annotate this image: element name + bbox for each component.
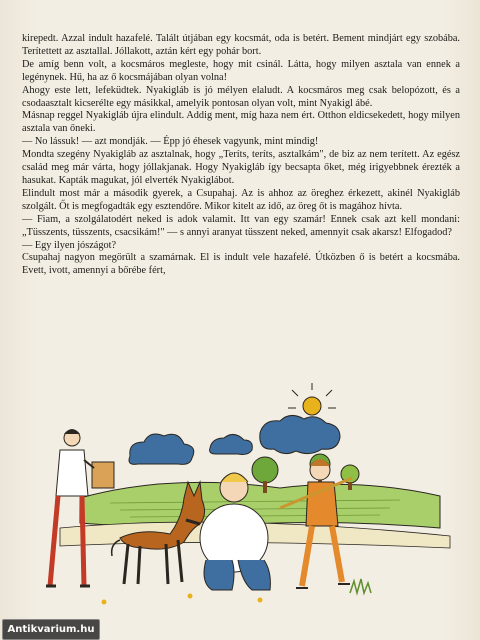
paragraph: kirepedt. Azzal indult hazafelé. Talált útjában egy kocsmát, oda is betért. Bement mindjárt egy szobába. Terítettett az asztallal. Jóllakott, aztán kért egy pohár bort. [22,33,460,57]
paragraph: Másnap reggel Nyakigláb újra elindult. Addig ment, míg haza nem ért. Otthon eldicsekedett, hogy milyen asztala van őneki. [22,110,460,135]
cloud-icon [129,415,340,464]
paragraph: Mondta szegény Nyakigláb az asztalnak, hogy „Teríts, teríts, asztalkám", de biz az nem terített. Az egész család meg már várta, hogy jóllakjanak. Hogy Nyakigláb így becsapta őket, még irigyebbnek érezték a hasukat. Kapták magukat, jól elverték Nyakiglábot. [22,149,460,186]
paragraph: De amíg benn volt, a kocsmáros megleste, hogy mit csinál. Látta, hogy milyen asztala van ennek a legénynek. Hű, ha az ő kocsmájában olyan volna! [22,58,460,83]
story-text [22,33,460,278]
sun-icon [288,383,336,415]
boy-with-stick [280,459,352,588]
paragraph: Elindult most már a második gyerek, a Csupahaj. Az is ahhoz az öreghez érkezett, akinél Nyakigláb szolgált. Őt is megfogadták egy esztendőre. Mikor kitelt az idő, az öreg őt is magához hívta. [22,187,460,212]
paragraph: — No lássuk! — azt mondják. — Épp jó éhesek vagyunk, mint mindig! [22,136,319,148]
paragraph: — Fiam, a szolgálatodért neked is adok valamit. Itt van egy szamár! Ennek csak azt kell mondani: „Tüsszents, tüsszents, csacsikám!" — s annyi aranyat tüsszent neked, amennyit csak akarsz! Elfogadod? [22,213,460,238]
paragraph: Csupahaj nagyon megörült a szamárnak. El is indult vele hazafelé. Útközben ő is betért a kocsmába. Evett, ivott, amennyi a bőrébe fért, [22,252,460,277]
watermark-logo: Antikvarium.hu [2,619,100,640]
paragraph: Ahogy este lett, lefeküdtek. Nyakigláb is jó mélyen elaludt. A kocsmáros meg csak belopózott, és a csodaasztalt kicserélte egy másikkal, amelyik pontosan olyan volt, mint Nyakigl ábé. [22,84,460,109]
story-illustration [20,378,466,618]
grass [102,579,372,605]
paragraph: — Egy ilyen jószágot? [22,239,117,251]
